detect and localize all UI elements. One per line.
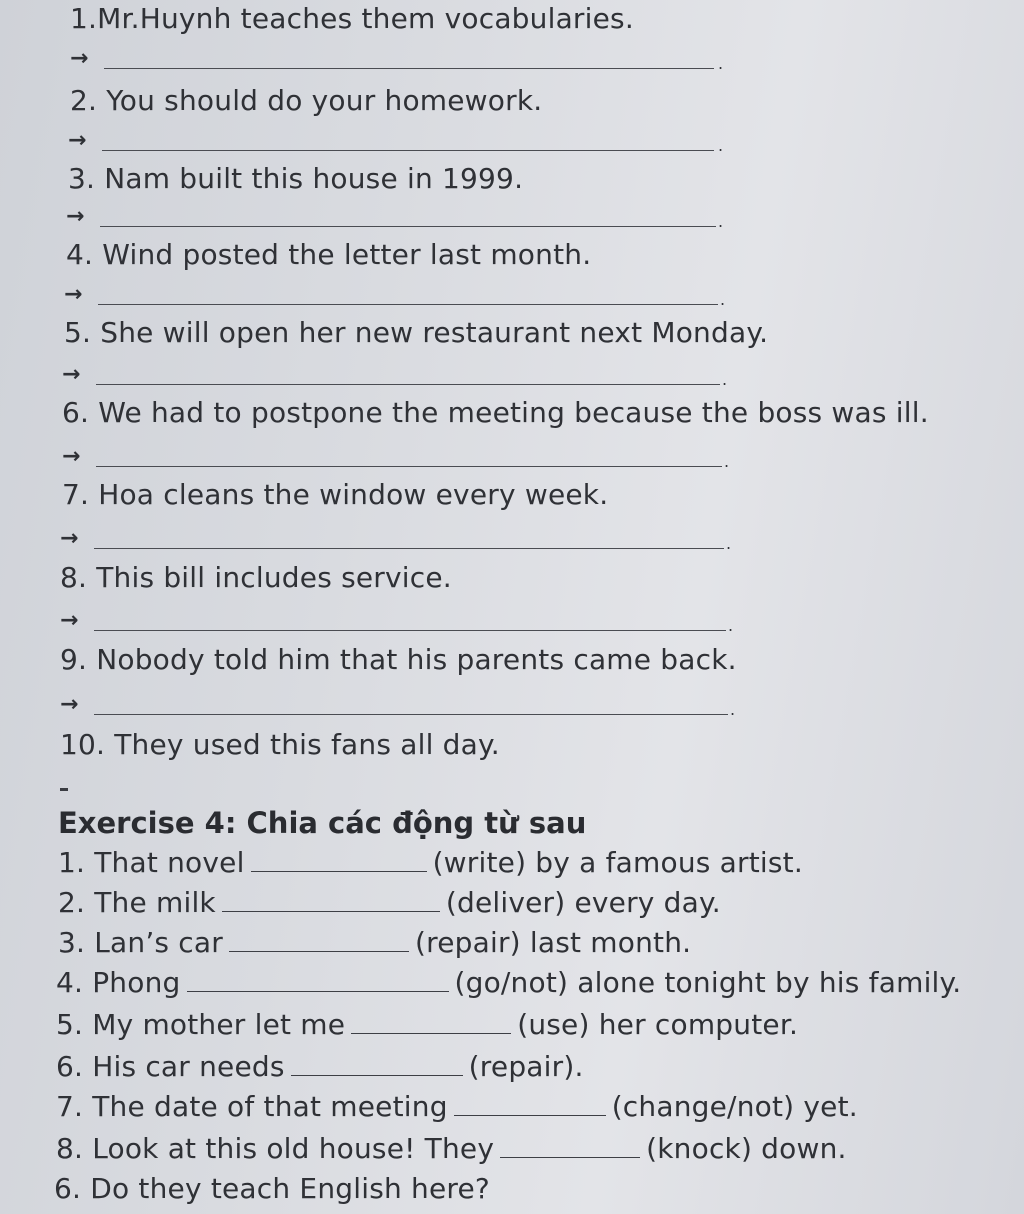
- sentence-8: 8. This bill includes service.: [60, 561, 452, 594]
- verb-item-9: 6. Do they teach English here?: [54, 1172, 490, 1205]
- answer-line-3: → .: [66, 204, 724, 231]
- answer-line-6: → .: [62, 444, 730, 471]
- verb-item-5: 5. My mother let me (use) her computer.: [56, 1008, 799, 1041]
- sentence-10: 10. They used this fans all day.: [60, 728, 500, 761]
- arrow-icon: →: [60, 608, 79, 633]
- arrow-icon: →: [62, 444, 81, 469]
- sentence-7: 7. Hoa cleans the window every week.: [62, 478, 609, 511]
- answer-line-8: → .: [60, 608, 734, 635]
- verb-item-4: 4. Phong (go/not) alone tonight by his family.: [56, 966, 962, 999]
- arrow-icon: →: [62, 362, 81, 387]
- arrow-icon: →: [60, 526, 79, 551]
- arrow-icon: →: [70, 46, 89, 71]
- answer-line-1: → .: [70, 46, 724, 73]
- arrow-icon: →: [60, 692, 79, 717]
- answer-dash: [60, 788, 68, 791]
- verb-item-2: 2. The milk (deliver) every day.: [58, 886, 721, 919]
- exercise-4-title: Exercise 4: Chia các động từ sau: [58, 806, 587, 840]
- arrow-icon: →: [66, 204, 85, 229]
- arrow-icon: →: [68, 128, 87, 153]
- verb-item-7: 7. The date of that meeting (change/not) yet.: [56, 1090, 858, 1123]
- answer-line-7: → .: [60, 526, 732, 553]
- sentence-9: 9. Nobody told him that his parents came back.: [60, 643, 737, 676]
- answer-line-2: → .: [68, 128, 724, 155]
- sentence-4: 4. Wind posted the letter last month.: [66, 238, 592, 271]
- verb-item-8: 8. Look at this old house! They (knock) down.: [56, 1132, 847, 1165]
- arrow-icon: →: [64, 282, 83, 307]
- sentence-1: 1.Mr.Huynh teaches them vocabularies.: [70, 2, 634, 35]
- verb-item-3: 3. Lan’s car (repair) last month.: [58, 926, 692, 959]
- answer-line-9: → .: [60, 692, 736, 719]
- sentence-2: 2. You should do your homework.: [70, 84, 543, 117]
- sentence-3: 3. Nam built this house in 1999.: [68, 162, 524, 195]
- answer-line-4: → .: [64, 282, 726, 309]
- sentence-6: 6. We had to postpone the meeting because the boss was ill.: [62, 396, 929, 429]
- sentence-5: 5. She will open her new restaurant next Monday.: [64, 316, 769, 349]
- verb-item-6: 6. His car needs (repair).: [56, 1050, 584, 1083]
- answer-line-5: → .: [62, 362, 728, 389]
- verb-item-1: 1. That novel (write) by a famous artist.: [58, 846, 803, 879]
